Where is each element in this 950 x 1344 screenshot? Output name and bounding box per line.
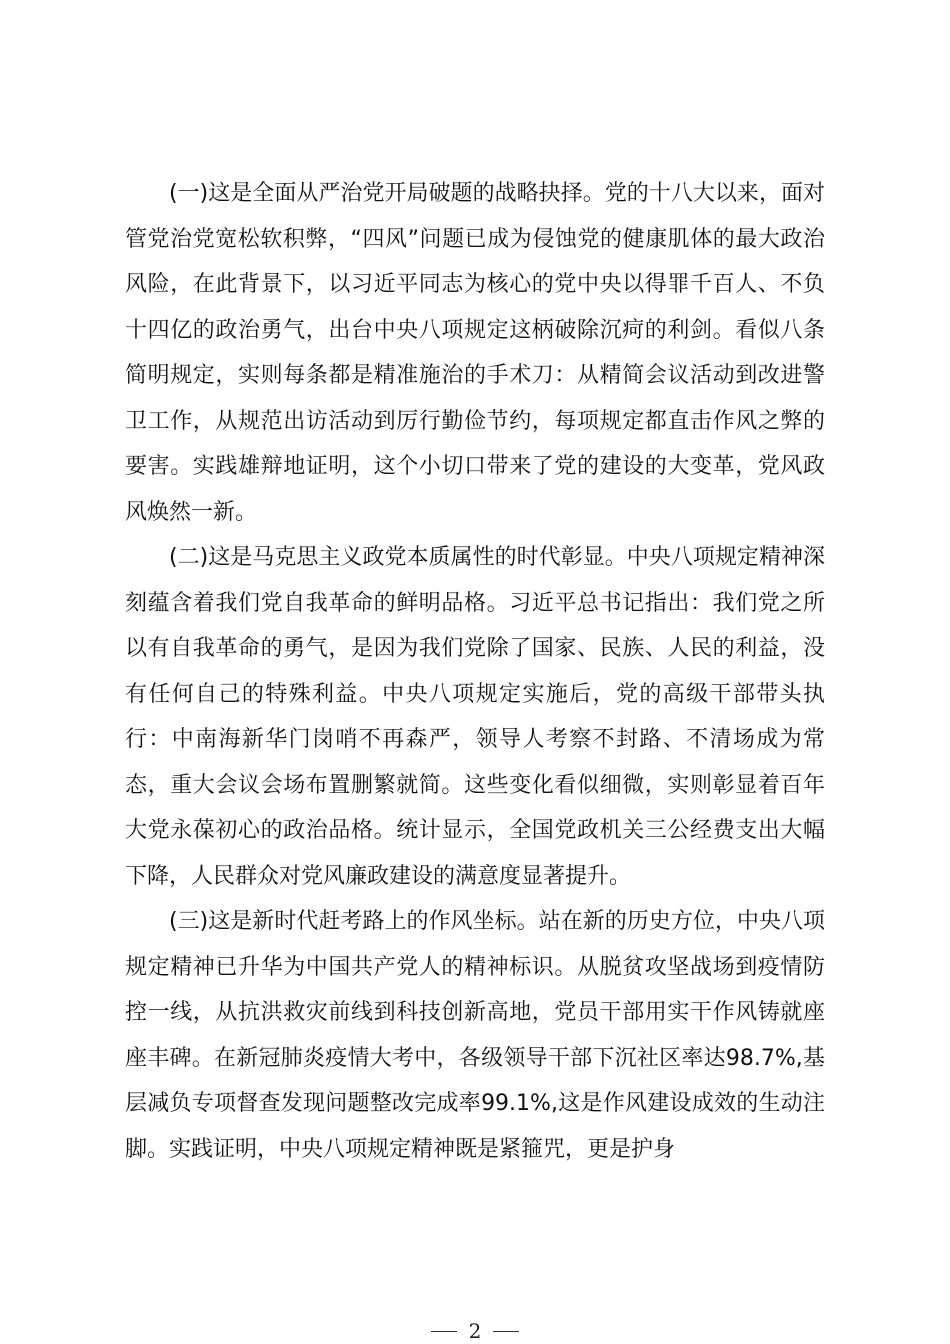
paragraph-1: (一)这是全面从严治党开局破题的战略抉择。党的十八大以来，面对管党治党宽松软积弊，“四风”问题已成为侵蚀党的健康肌体的最大政治风险，在此背景下，以习近平同志为核心的党中央以得罪千百人、不负十四亿的政治勇气，出台中央八项规定这柄破除沉疴的利剑。看似八条简明规定，实则每条都是精准施治的手术刀：从精简会议活动到改进警卫工作，从规范出访活动到厉行勤俭节约，每项规定都直击作风之弊的要害。实践雄辩地证明，这个小切口带来了党的建设的大变革，党风政风焕然一新。 — [125, 181, 825, 525]
right-dash — [493, 1331, 519, 1332]
left-dash — [431, 1331, 457, 1332]
paragraph-2: (二)这是马克思主义政党本质属性的时代彰显。中央八项规定精神深刻蕴含着我们党自我革命的鲜明品格。习近平总书记指出：我们党之所以有自我革命的勇气，是因为我们党除了国家、民族、人民的利益，没有任何自己的特殊利益。中央八项规定实施后，党的高级干部带头执行：中南海新华门岗哨不再森严，领导人考察不封路、不清场成为常态，重大会议会场布置删繁就简。这些变化看似细微，实则彰显着百年大党永葆初心的政治品格。统计显示，全国党政机关三公经费支出大幅下降，人民群众对党风廉政建设的满意度显著提升。 — [125, 545, 825, 889]
page-footer — [0, 1318, 950, 1344]
paragraph-3: (三)这是新时代赶考路上的作风坐标。站在新的历史方位，中央八项规定精神已升华为中国共产党人的精神标识。从脱贫攻坚战场到疫情防控一线，从抗洪救灾前线到科技创新高地，党员干部用实干作风铸就座座丰碑。在新冠肺炎疫情大考中，各级领导干部下沉社区率达98.7%,基层减负专项督查发现问题整改完成率99.1%,这是作风建设成效的生动注脚。实践证明，中央八项规定精神既是紧箍咒，更是护身 — [125, 909, 825, 1162]
document-body — [125, 171, 825, 1172]
page-number: 2 — [468, 1319, 482, 1343]
